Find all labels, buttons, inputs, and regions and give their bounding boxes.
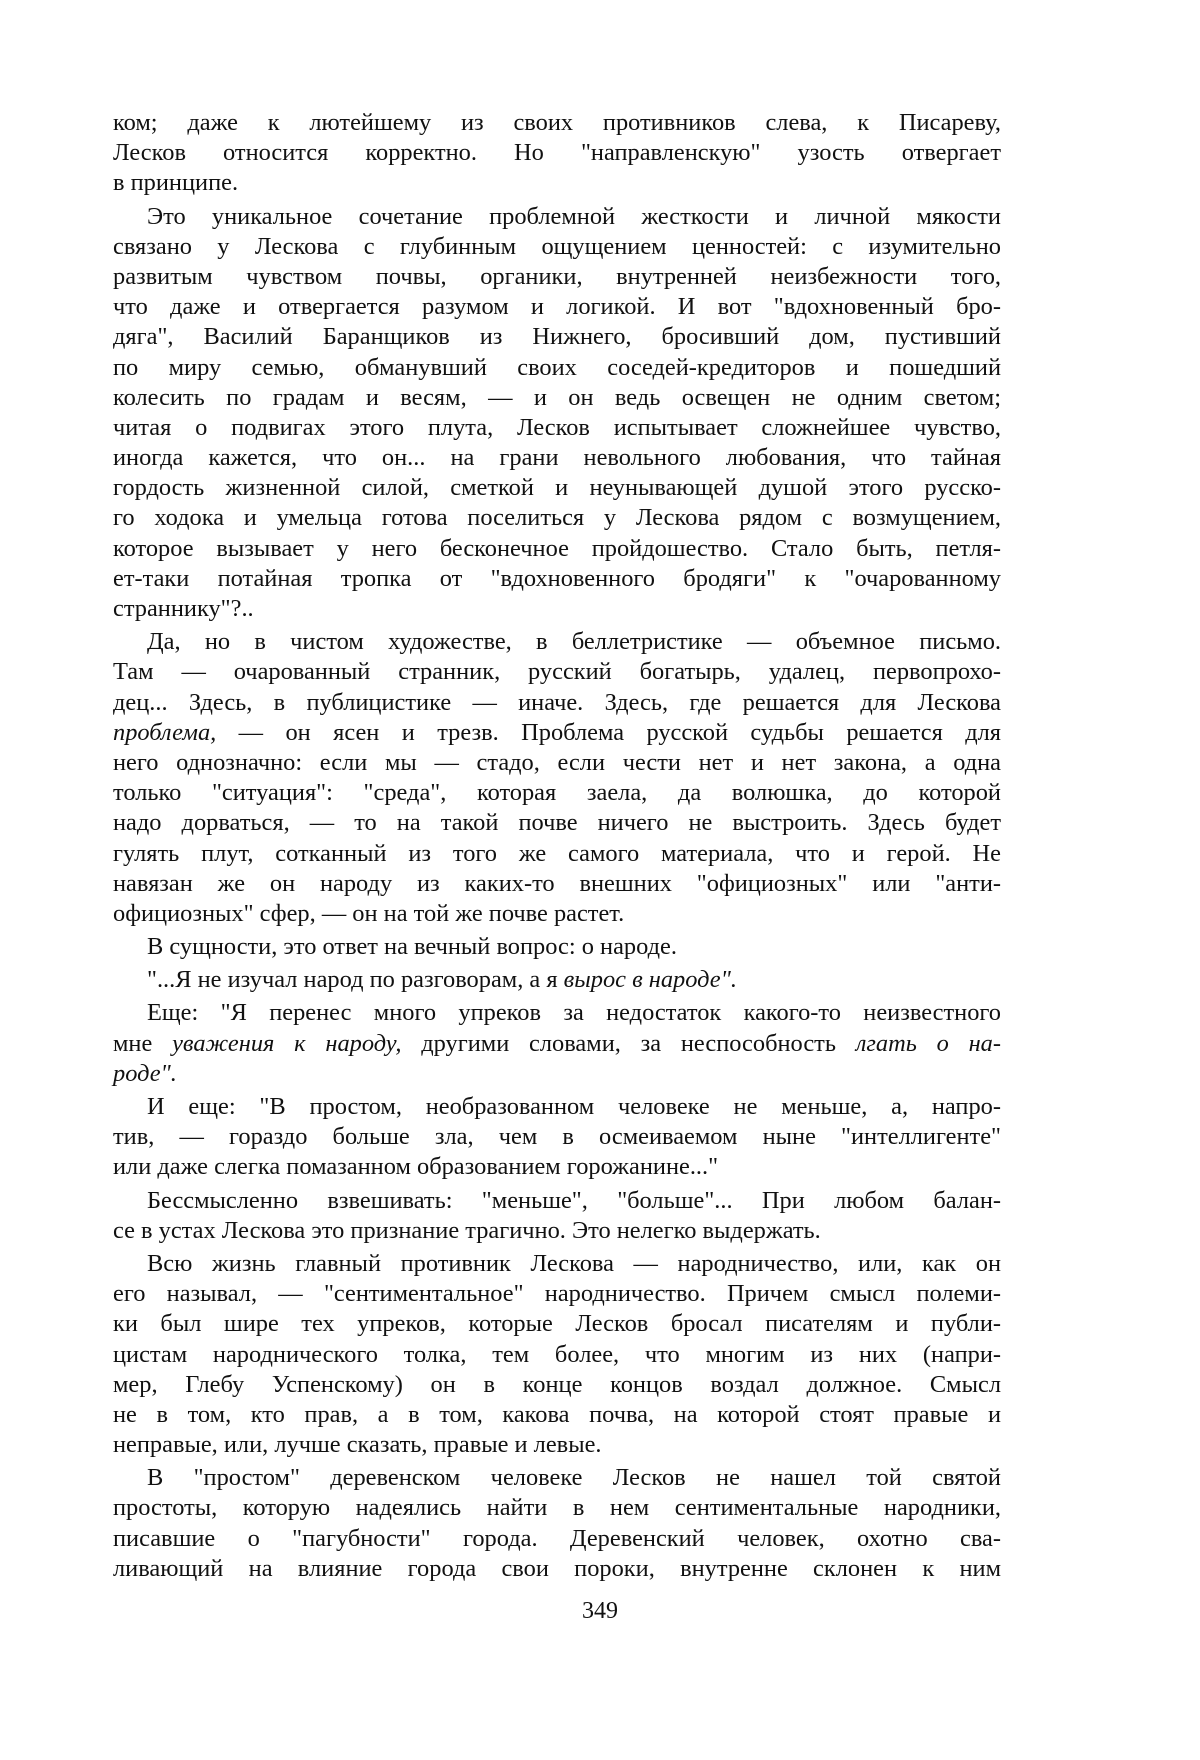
paragraph bbox=[113, 627, 1001, 929]
text-segment: писавшие о "пагубности" города. Деревенский человек, охотно сва- bbox=[113, 1524, 1001, 1552]
text-segment: или даже слегка помазанном образованием горожанине..." bbox=[113, 1153, 719, 1181]
text-line bbox=[113, 778, 1001, 808]
text-segment: неправые, или, лучше сказать, правые и левые. bbox=[113, 1431, 602, 1459]
italic-text: уважения к народу, bbox=[172, 1029, 402, 1057]
text-line bbox=[113, 932, 1001, 962]
text-segment: мне bbox=[113, 1029, 173, 1057]
text-line bbox=[113, 657, 1001, 687]
text-line bbox=[113, 1554, 1001, 1584]
text-segment: которое вызывает у него бесконечное пройдошество. Стало быть, петля- bbox=[113, 534, 1001, 562]
text-line bbox=[113, 965, 1001, 995]
text-line bbox=[113, 1122, 1001, 1152]
text-line bbox=[113, 353, 1001, 383]
text-line bbox=[113, 202, 1001, 232]
page-body bbox=[113, 108, 1001, 1584]
text-segment: его называл, — "сентиментальное" народничество. Причем смысл полеми- bbox=[113, 1280, 1001, 1308]
text-segment: гордость жизненной силой, сметкой и неунывающей душой этого русско- bbox=[113, 474, 1001, 502]
text-line bbox=[113, 748, 1001, 778]
italic-text: вырос в народе". bbox=[563, 966, 737, 994]
paragraph bbox=[113, 1463, 1001, 1584]
text-line bbox=[113, 869, 1001, 899]
text-segment: В сущности, это ответ на вечный вопрос: о народе. bbox=[147, 933, 677, 961]
text-line bbox=[113, 413, 1001, 443]
text-line bbox=[113, 322, 1001, 352]
text-segment: гулять плут, сотканный из того же самого материала, что и герой. Не bbox=[113, 839, 1001, 867]
text-segment: официозных" сфер, — он на той же почве растет. bbox=[113, 899, 625, 927]
paragraph bbox=[113, 965, 1001, 995]
text-segment: В "простом" деревенском человеке Лесков не нашел той святой bbox=[147, 1464, 1001, 1492]
text-line bbox=[113, 1463, 1001, 1493]
text-segment: — он ясен и трезв. Проблема русской судьбы решается для bbox=[216, 718, 1001, 746]
text-line bbox=[113, 1249, 1001, 1279]
text-segment: читая о подвигах этого плута, Лесков испытывает сложнейшее чувство, bbox=[113, 413, 1001, 441]
text-line bbox=[113, 594, 1001, 624]
paragraph bbox=[113, 202, 1001, 625]
text-line bbox=[113, 899, 1001, 929]
text-segment: страннику"?.. bbox=[113, 595, 254, 622]
text-segment: не в том, кто прав, а в том, какова почва, на которой стоят правые и bbox=[113, 1400, 1001, 1428]
text-line bbox=[113, 383, 1001, 413]
text-line bbox=[113, 1340, 1001, 1370]
text-line bbox=[113, 718, 1001, 748]
text-line bbox=[113, 292, 1001, 322]
text-line bbox=[113, 1370, 1001, 1400]
text-line bbox=[113, 808, 1001, 838]
text-segment: ливающий на влияние города свои пороки, внутренне склонен к ним bbox=[113, 1554, 1001, 1582]
italic-text: роде". bbox=[113, 1059, 177, 1087]
paragraph bbox=[113, 108, 1001, 199]
text-line bbox=[113, 839, 1001, 869]
text-segment: простоты, которую надеялись найти в нем сентиментальные народники, bbox=[113, 1494, 1001, 1522]
text-line bbox=[113, 262, 1001, 292]
paragraph bbox=[113, 998, 1001, 1089]
text-line bbox=[113, 1279, 1001, 1309]
text-line bbox=[113, 168, 1001, 198]
italic-text: лгать о на- bbox=[855, 1029, 1001, 1057]
text-line bbox=[113, 564, 1001, 594]
text-segment: "...Я не изучал народ по разговорам, а я bbox=[147, 966, 564, 994]
text-segment: И еще: "В простом, необразованном человеке не меньше, а, напро- bbox=[147, 1093, 1001, 1120]
text-segment: ет-таки потайная тропка от "вдохновенного бродяги" к "очарованному bbox=[113, 564, 1001, 592]
text-line bbox=[113, 1152, 1001, 1182]
text-line bbox=[113, 1493, 1001, 1523]
text-line bbox=[113, 1092, 1001, 1122]
text-line bbox=[113, 1400, 1001, 1430]
text-segment: по миру семью, обманувший своих соседей-кредиторов и пошедший bbox=[113, 353, 1001, 381]
text-line bbox=[113, 1059, 1001, 1089]
paragraph bbox=[113, 932, 1001, 962]
text-segment: связано у Лескова с глубинным ощущением ценностей: с изумительно bbox=[113, 232, 1001, 260]
text-line bbox=[113, 1216, 1001, 1246]
paragraph bbox=[113, 1092, 1001, 1183]
text-line bbox=[113, 473, 1001, 503]
page-number: 349 bbox=[582, 1598, 618, 1624]
paragraph bbox=[113, 1186, 1001, 1246]
text-line bbox=[113, 443, 1001, 473]
text-segment: тив, — гораздо больше зла, чем в осмеиваемом ныне "интеллигенте" bbox=[113, 1123, 1001, 1151]
text-segment: цистам народнического толка, тем более, что многим из них (напри- bbox=[113, 1340, 1001, 1368]
text-segment: ком; даже к лютейшему из своих противников слева, к Писареву, bbox=[113, 109, 1001, 136]
text-line bbox=[113, 1430, 1001, 1460]
text-line bbox=[113, 627, 1001, 657]
italic-text: проблема, bbox=[113, 718, 217, 746]
text-segment: Лесков относится корректно. Но "направленскую" узость отвергает bbox=[113, 139, 1001, 167]
text-segment: мер, Глебу Успенскому) он в конце концов воздал должное. Смысл bbox=[113, 1370, 1001, 1398]
paragraph bbox=[113, 1249, 1001, 1460]
text-segment: навязан же он народу из каких-то внешних "официозных" или "анти- bbox=[113, 869, 1001, 897]
text-segment: надо дорваться, — то на такой почве ничего не выстроить. Здесь будет bbox=[113, 809, 1001, 837]
text-segment: развитым чувством почвы, органики, внутренней неизбежности того, bbox=[113, 262, 1001, 290]
text-segment: дяга", Василий Баранщиков из Нижнего, бросивший дом, пустивший bbox=[113, 323, 1001, 351]
text-segment: Еще: "Я перенес много упреков за недостаток какого-то неизвестного bbox=[147, 999, 1001, 1027]
text-line bbox=[113, 534, 1001, 564]
text-segment: се в устах Лескова это признание трагично. Это нелегко выдержать. bbox=[113, 1216, 821, 1244]
text-segment: другими словами, за неспособность bbox=[401, 1029, 856, 1057]
text-segment: иногда кажется, что он... на грани невольного любования, что тайная bbox=[113, 444, 1001, 472]
text-line bbox=[113, 1186, 1001, 1216]
text-segment: что даже и отвергается разумом и логикой. И вот "вдохновенный бро- bbox=[113, 293, 1001, 321]
text-line bbox=[113, 1029, 1001, 1059]
text-line bbox=[113, 108, 1001, 138]
text-segment: Да, но в чистом художестве, в беллетристике — объемное письмо. bbox=[147, 628, 1001, 656]
text-segment: Бессмысленно взвешивать: "меньше", "больше"... При любом балан- bbox=[147, 1186, 1001, 1214]
text-segment: ки был шире тех упреков, которые Лесков бросал писателям и публи- bbox=[113, 1310, 1001, 1338]
text-segment: него однозначно: если мы — стадо, если чести нет и нет закона, а одна bbox=[113, 748, 1001, 776]
text-segment: только "ситуация": "среда", которая заела, да волюшка, до которой bbox=[113, 779, 1001, 807]
text-segment: дец... Здесь, в публицистике — иначе. Здесь, где решается для Лескова bbox=[113, 688, 1001, 716]
text-line bbox=[113, 503, 1001, 533]
text-segment: колесить по градам и весям, — и он ведь освещен не одним светом; bbox=[113, 383, 1001, 411]
text-line bbox=[113, 138, 1001, 168]
text-line bbox=[113, 688, 1001, 718]
text-segment: Там — очарованный странник, русский богатырь, удалец, первопрохо- bbox=[113, 658, 1001, 686]
text-segment: го ходока и умельца готова поселиться у Лескова рядом с возмущением, bbox=[113, 504, 1001, 532]
text-line bbox=[113, 998, 1001, 1028]
text-line bbox=[113, 232, 1001, 262]
text-segment: Это уникальное сочетание проблемной жесткости и личной мякости bbox=[147, 202, 1001, 230]
text-segment: в принципе. bbox=[113, 169, 239, 197]
text-segment: Всю жизнь главный противник Лескова — народничество, или, как он bbox=[147, 1249, 1001, 1277]
text-line bbox=[113, 1309, 1001, 1339]
text-line bbox=[113, 1524, 1001, 1554]
